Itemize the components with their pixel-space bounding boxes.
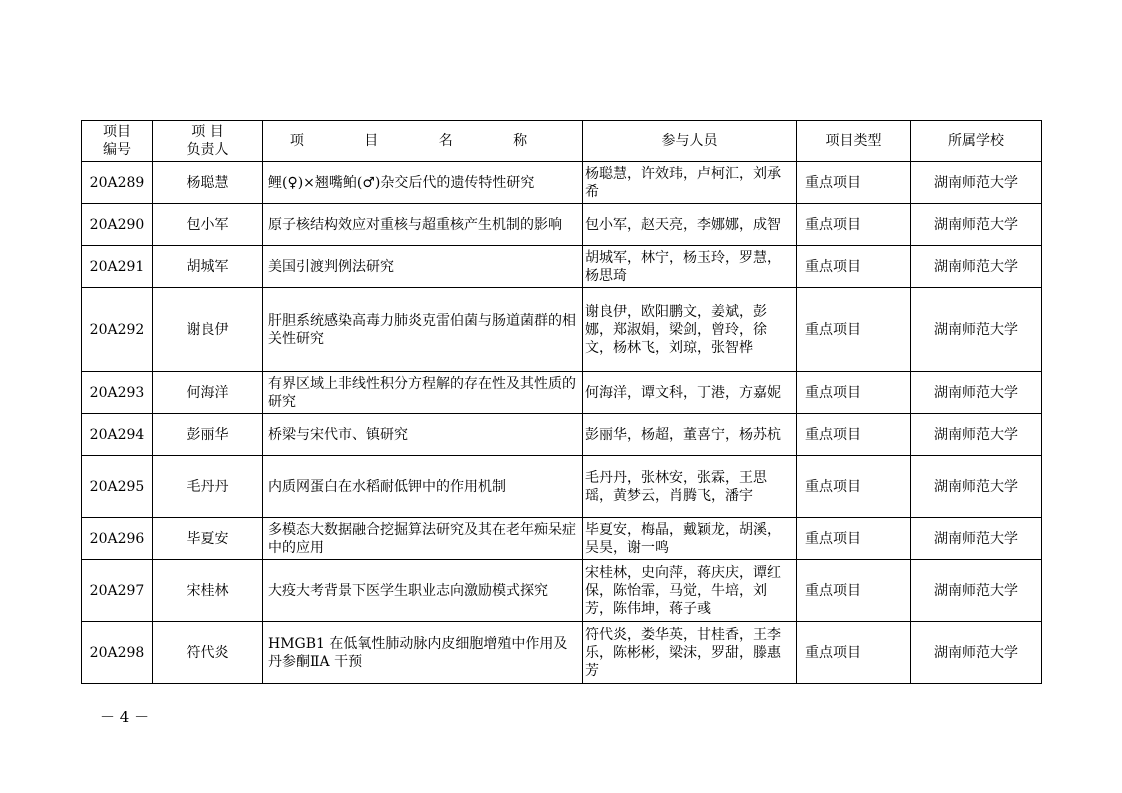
- project-type-cell: 重点项目: [797, 414, 911, 456]
- project-name-cell: 桥梁与宋代市、镇研究: [263, 414, 583, 456]
- project-leader-cell: 毕夏安: [153, 518, 263, 560]
- project-name-cell: 肝胆系统感染高毒力肺炎克雷伯菌与肠道菌群的相关性研究: [263, 288, 583, 372]
- table-row: [82, 414, 1042, 456]
- project-leader-cell: 符代炎: [153, 622, 263, 684]
- project-type-cell: 重点项目: [797, 518, 911, 560]
- project-members-cell: 包小军，赵天亮，李娜娜，成智: [583, 204, 797, 246]
- project-school-cell: 湖南师范大学: [911, 414, 1042, 456]
- project-school-cell: 湖南师范大学: [911, 288, 1042, 372]
- table-row: [82, 560, 1042, 622]
- project-members-cell: 毕夏安，梅晶，戴颖龙，胡溪，吴昊，谢一鸣: [583, 518, 797, 560]
- project-id-cell: 20A292: [82, 288, 153, 372]
- project-leader-cell: 胡城军: [153, 246, 263, 288]
- project-id-cell: 20A298: [82, 622, 153, 684]
- project-members-cell: 彭丽华，杨超，董喜宁，杨苏杭: [583, 414, 797, 456]
- project-type-cell: 重点项目: [797, 456, 911, 518]
- project-id-cell: 20A295: [82, 456, 153, 518]
- table-row: [82, 288, 1042, 372]
- project-id-cell: 20A294: [82, 414, 153, 456]
- project-id-cell: 20A289: [82, 162, 153, 204]
- project-id-cell: 20A296: [82, 518, 153, 560]
- project-name-cell: 有界区域上非线性积分方程解的存在性及其性质的研究: [263, 372, 583, 414]
- header-leader: [153, 121, 263, 162]
- project-type-cell: 重点项目: [797, 560, 911, 622]
- table-row: [82, 372, 1042, 414]
- table-row: [82, 162, 1042, 204]
- project-table: [81, 120, 1042, 684]
- table-body: [82, 162, 1042, 684]
- project-leader-cell: 谢良伊: [153, 288, 263, 372]
- project-name-cell: 鲤(♀)×翘嘴鲌(♂)杂交后代的遗传特性研究: [263, 162, 583, 204]
- header-name: [263, 121, 583, 162]
- project-leader-cell: 杨聪慧: [153, 162, 263, 204]
- header-leader-line1: 项 目: [191, 124, 224, 140]
- project-members-cell: 毛丹丹，张林安，张霖，王思瑶，黄梦云，肖腾飞，潘宇: [583, 456, 797, 518]
- table-row: [82, 456, 1042, 518]
- project-id-cell: 20A293: [82, 372, 153, 414]
- project-type-cell: 重点项目: [797, 204, 911, 246]
- project-name-cell: 美国引渡判例法研究: [263, 246, 583, 288]
- project-leader-cell: 毛丹丹: [153, 456, 263, 518]
- project-name-cell: 内质网蛋白在水稻耐低钾中的作用机制: [263, 456, 583, 518]
- project-type-cell: 重点项目: [797, 288, 911, 372]
- project-members-cell: 符代炎，娄华英，甘桂香，王李乐，陈彬彬，梁沫，罗甜，滕惠芳: [583, 622, 797, 684]
- project-name-cell: HMGB1 在低氧性肺动脉内皮细胞增殖中作用及丹参酮ⅡA 干预: [263, 622, 583, 684]
- header-id-line1: 项目: [103, 124, 131, 140]
- table-row: [82, 204, 1042, 246]
- project-school-cell: 湖南师范大学: [911, 372, 1042, 414]
- header-id-line2: 编号: [103, 142, 131, 158]
- header-leader-line2: 负责人: [186, 142, 229, 158]
- project-type-cell: 重点项目: [797, 246, 911, 288]
- project-members-cell: 何海洋，谭文科，丁港，方嘉妮: [583, 372, 797, 414]
- page-number: － 4 －: [100, 708, 150, 726]
- project-school-cell: 湖南师范大学: [911, 204, 1042, 246]
- project-school-cell: 湖南师范大学: [911, 456, 1042, 518]
- project-school-cell: 湖南师范大学: [911, 246, 1042, 288]
- header-row: [82, 121, 1042, 162]
- project-leader-cell: 彭丽华: [153, 414, 263, 456]
- project-members-cell: 胡城军，林宁，杨玉玲，罗慧，杨思琦: [583, 246, 797, 288]
- project-members-cell: 杨聪慧，许效玮，卢柯汇，刘承希: [583, 162, 797, 204]
- project-id-cell: 20A291: [82, 246, 153, 288]
- project-name-cell: 原子核结构效应对重核与超重核产生机制的影响: [263, 204, 583, 246]
- header-id: [82, 121, 153, 162]
- project-school-cell: 湖南师范大学: [911, 622, 1042, 684]
- project-id-cell: 20A297: [82, 560, 153, 622]
- table-row: [82, 622, 1042, 684]
- project-members-cell: 宋桂林，史向萍，蒋庆庆，谭红保，陈怡霏，马觉，牛培，刘芳，陈伟坤，蒋子彧: [583, 560, 797, 622]
- project-type-cell: 重点项目: [797, 162, 911, 204]
- project-leader-cell: 包小军: [153, 204, 263, 246]
- project-name-cell: 大疫大考背景下医学生职业志向激励模式探究: [263, 560, 583, 622]
- project-school-cell: 湖南师范大学: [911, 518, 1042, 560]
- project-type-cell: 重点项目: [797, 372, 911, 414]
- header-name-label: 项 目 名 称: [289, 133, 556, 149]
- header-members: 参与人员: [583, 121, 797, 162]
- project-school-cell: 湖南师范大学: [911, 162, 1042, 204]
- project-name-cell: 多模态大数据融合挖掘算法研究及其在老年痴呆症中的应用: [263, 518, 583, 560]
- project-leader-cell: 宋桂林: [153, 560, 263, 622]
- header-school: 所属学校: [911, 121, 1042, 162]
- project-school-cell: 湖南师范大学: [911, 560, 1042, 622]
- table-row: [82, 518, 1042, 560]
- table-row: [82, 246, 1042, 288]
- project-type-cell: 重点项目: [797, 622, 911, 684]
- header-type: 项目类型: [797, 121, 911, 162]
- project-members-cell: 谢良伊，欧阳鹏文，姜斌，彭娜，郑淑娟，梁剑，曾玲，徐文，杨林飞，刘琼，张智桦: [583, 288, 797, 372]
- table-header: [82, 121, 1042, 162]
- project-leader-cell: 何海洋: [153, 372, 263, 414]
- project-id-cell: 20A290: [82, 204, 153, 246]
